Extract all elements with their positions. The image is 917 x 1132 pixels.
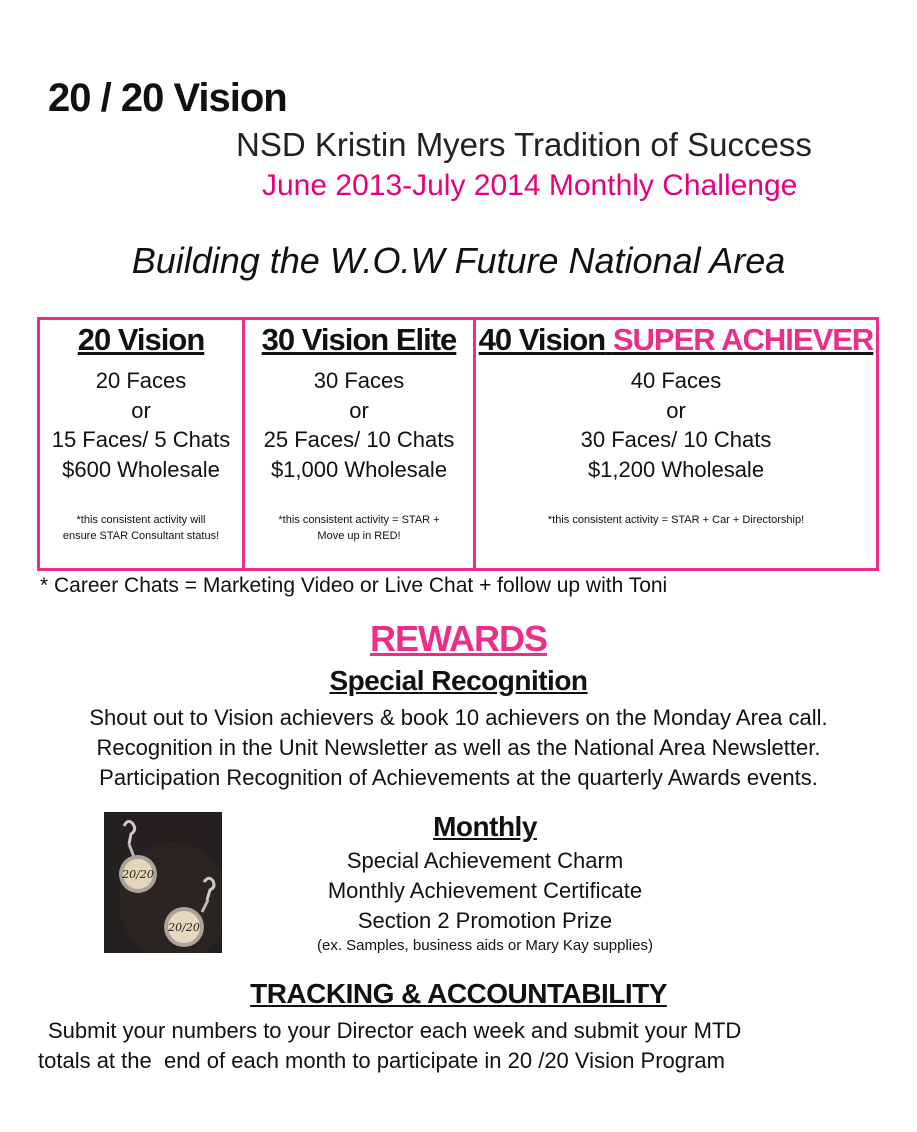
rewards-heading: REWARDS: [369, 618, 547, 659]
tier-30-vision-elite: [242, 320, 473, 568]
page-title: 20 / 20 Vision: [48, 76, 287, 120]
tracking-heading: TRACKING & ACCOUNTABILITY: [250, 978, 667, 1009]
tier-line: 25 Faces/ 10 Chats: [263, 427, 455, 452]
recognition-line: Recognition in the Unit Newsletter as well as the National Area Newsletter.: [96, 735, 821, 760]
tier-line: 40 Faces: [630, 368, 722, 393]
tier-table: [37, 317, 879, 571]
recognition-line: Shout out to Vision achievers & book 10 achievers on the Monday Area call.: [89, 705, 828, 730]
monthly-heading: Monthly: [433, 811, 537, 842]
special-recognition-text: [0, 703, 917, 793]
special-recognition-heading: Special Recognition: [329, 665, 588, 696]
tier-line: $600 Wholesale: [62, 456, 220, 482]
tier-requirements: [476, 366, 876, 484]
tier-line: $1,000 Wholesale: [270, 456, 448, 482]
challenge-dates: June 2013-July 2014 Monthly Challenge: [262, 169, 798, 202]
tier-note: *this consistent activity = STAR + Move up in RED!: [278, 514, 440, 542]
svg-text:20/20: 20/20: [122, 868, 154, 881]
tier-requirements: [40, 366, 242, 484]
monthly-reward-item: Special Achievement Charm: [346, 848, 624, 873]
tagline: Building the W.O.W Future National Area: [131, 240, 786, 281]
tier-line: 30 Faces: [313, 368, 405, 393]
tier-title: 30 Vision Elite: [261, 322, 457, 357]
tier-line: 15 Faces/ 5 Chats: [51, 427, 231, 452]
tier-line: 30 Faces/ 10 Chats: [580, 427, 772, 452]
monthly-reward-item: Section 2 Promotion Prize: [357, 908, 613, 933]
tracking-line: Submit your numbers to your Director each week and submit your MTD: [48, 1018, 742, 1043]
charm-photo: [104, 812, 222, 953]
tier-line: $1,200 Wholesale: [587, 456, 765, 482]
tier-title: 20 Vision: [77, 322, 205, 357]
monthly-rewards-list: [260, 846, 710, 936]
career-chats-note: * Career Chats = Marketing Video or Live Chat + follow up with Toni: [40, 574, 668, 597]
monthly-prize-note: (ex. Samples, business aids or Mary Kay supplies): [317, 937, 653, 954]
page-subtitle: NSD Kristin Myers Tradition of Success: [236, 126, 812, 163]
tier-requirements: [245, 366, 473, 484]
tier-20-vision: [40, 320, 242, 568]
tier-line: or: [349, 397, 369, 423]
svg-text:20/20: 20/20: [168, 921, 200, 934]
tier-40-vision-super-achiever: [473, 320, 876, 568]
tier-note: *this consistent activity will ensure STAR Consultant status!: [62, 514, 220, 542]
monthly-reward-item: Monthly Achievement Certificate: [327, 878, 643, 903]
charm-image-icon: [104, 812, 222, 953]
tracking-line: totals at the end of each month to participate in 20 /20 Vision Program: [38, 1048, 725, 1073]
tier-title: 40 Vision SUPER ACHIEVER: [478, 322, 874, 357]
tier-line: or: [131, 397, 151, 423]
tier-line: 20 Faces: [95, 368, 187, 393]
recognition-line: Participation Recognition of Achievements at the quarterly Awards events.: [99, 765, 818, 790]
tracking-text: [38, 1016, 888, 1076]
tier-note: *this consistent activity = STAR + Car + Directorship!: [547, 514, 805, 526]
tier-title-highlight: SUPER ACHIEVER: [612, 322, 874, 357]
tier-line: or: [666, 397, 686, 423]
